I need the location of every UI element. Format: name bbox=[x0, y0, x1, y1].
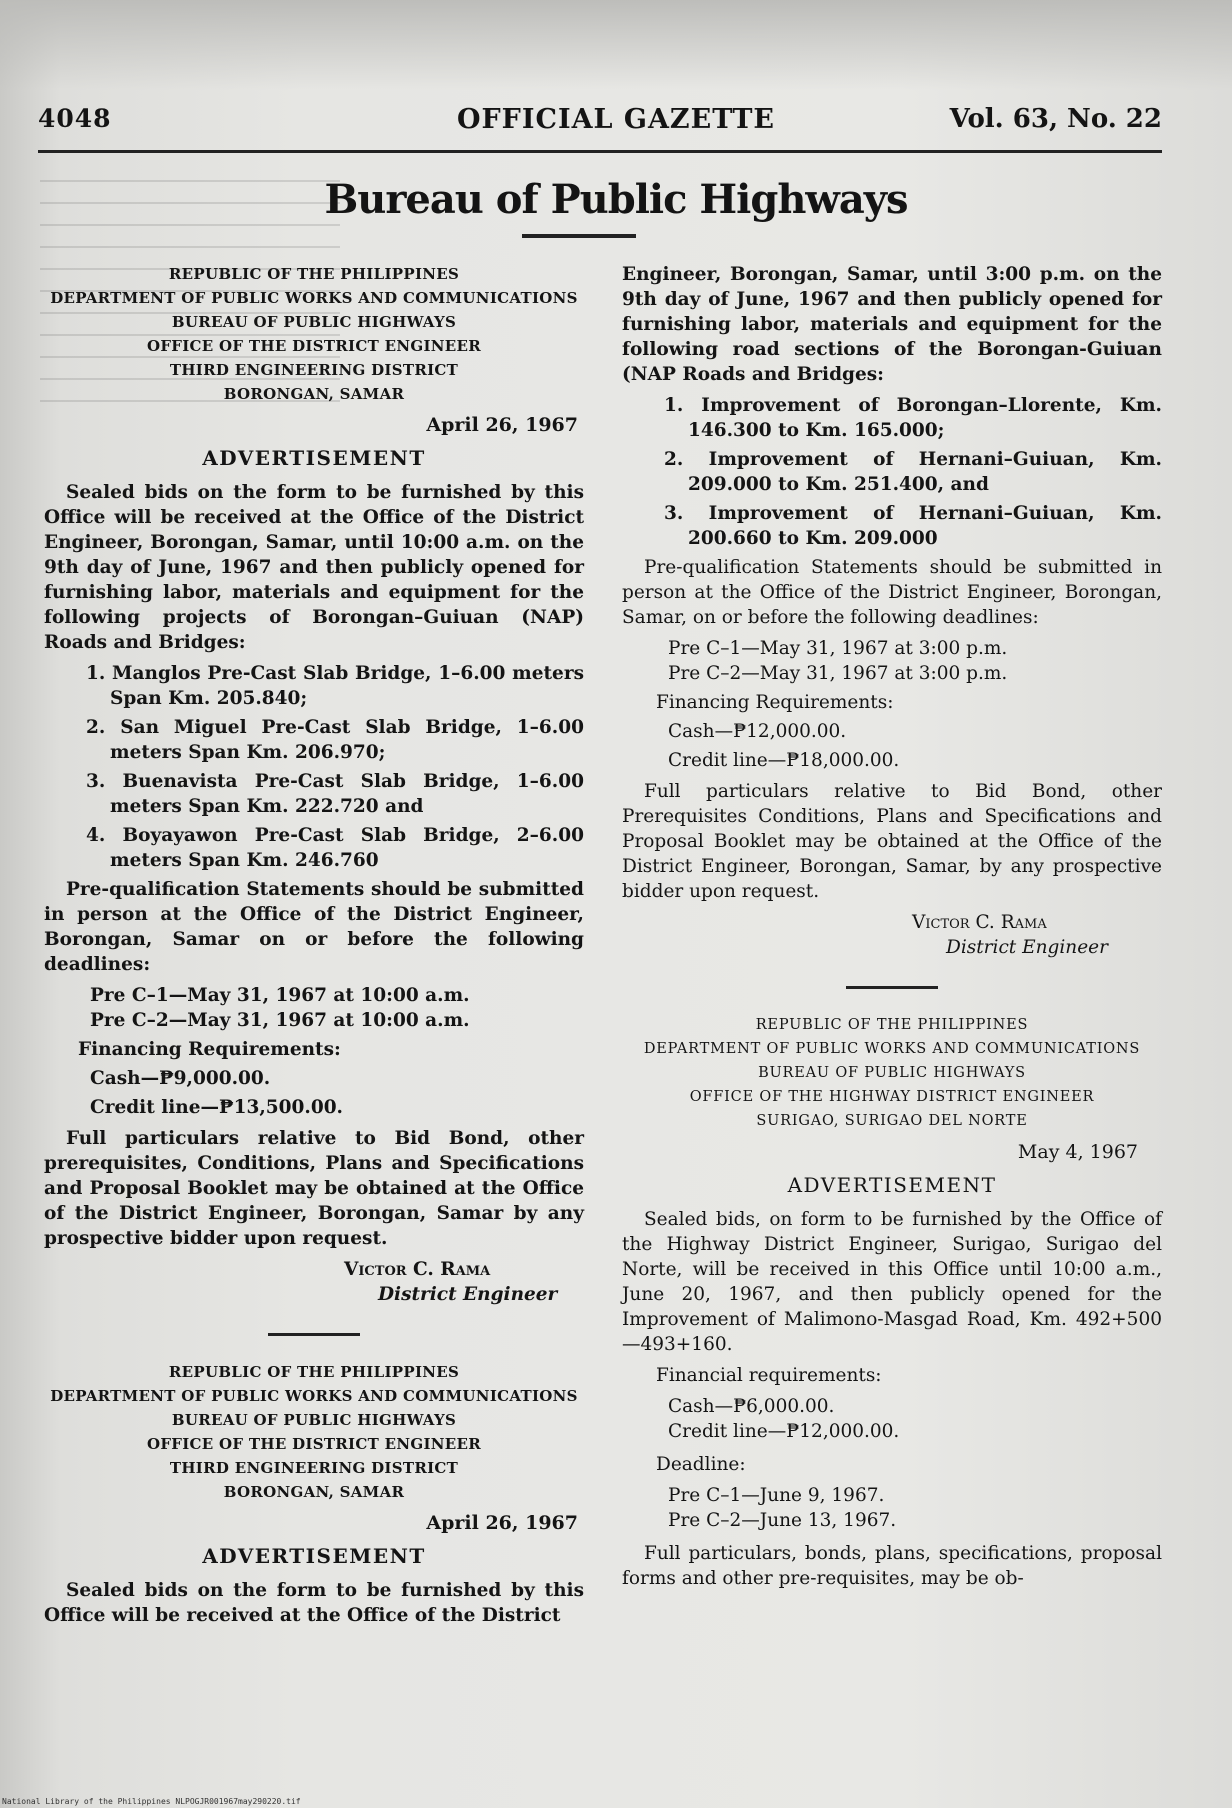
list-item: 1. Improvement of Borongan–Llorente, Km. 146.300 to Km. 165.000; bbox=[664, 395, 1162, 441]
section-title: Bureau of Public Highways bbox=[324, 176, 908, 223]
ad3-intro: Sealed bids, on form to be furnished by the Office of the Highway District Engineer, Surigao, Surigao del Norte, will be received in this Office until 10:00 a.m., June 20, 1967, and then publicly opened for the Improvement of Malimono-Masgad Road, Km. 492+500—493+160. bbox=[622, 1209, 1162, 1355]
ad3-title: ADVERTISEMENT bbox=[787, 1173, 997, 1197]
agency-line: THIRD ENGINEERING DISTRICT bbox=[169, 1459, 459, 1477]
ad2-deadline: Pre C–1—May 31, 1967 at 3:00 p.m. bbox=[668, 638, 1008, 659]
agency-line: DEPARTMENT OF PUBLIC WORKS AND COMMUNICATIONS bbox=[643, 1041, 1141, 1057]
list-item: 2. San Miguel Pre-Cast Slab Bridge, 1–6.00 meters Span Km. 206.970; bbox=[86, 717, 584, 763]
ad1-agency-header bbox=[44, 262, 584, 406]
agency-line: BORONGAN, SAMAR bbox=[223, 385, 405, 403]
ad1-financing-item: Credit line—₱13,500.00. bbox=[90, 1097, 344, 1118]
ad2-agency-header bbox=[44, 1360, 584, 1504]
agency-line: REPUBLIC OF THE PHILIPPINES bbox=[755, 1017, 1029, 1033]
agency-line: BUREAU OF PUBLIC HIGHWAYS bbox=[758, 1065, 1026, 1081]
list-item: 3. Improvement of Hernani–Guiuan, Km. 200.660 to Km. 209.000 bbox=[664, 503, 1162, 549]
signer-name: Victor C. Rama bbox=[912, 912, 1047, 933]
agency-line: DEPARTMENT OF PUBLIC WORKS AND COMMUNICATIONS bbox=[50, 289, 578, 307]
list-item: 2. Improvement of Hernani–Guiuan, Km. 209.000 to Km. 251.400, and bbox=[664, 449, 1162, 495]
ad2-road-list bbox=[622, 393, 1162, 551]
ad3-financing-item: Credit line—₱12,000.00. bbox=[668, 1421, 900, 1442]
ad2-title: ADVERTISEMENT bbox=[202, 1544, 426, 1568]
ad1-date: April 26, 1967 bbox=[426, 414, 578, 436]
agency-line: BUREAU OF PUBLIC HIGHWAYS bbox=[171, 1411, 457, 1429]
ad3-date: May 4, 1967 bbox=[1017, 1141, 1138, 1163]
ad2-financing-item: Credit line—₱18,000.00. bbox=[668, 750, 900, 771]
ad1-deadline: Pre C–2—May 31, 1967 at 10:00 a.m. bbox=[90, 1010, 470, 1031]
agency-line: OFFICE OF THE HIGHWAY DISTRICT ENGINEER bbox=[689, 1089, 1095, 1105]
agency-line: OFFICE OF THE DISTRICT ENGINEER bbox=[146, 337, 482, 355]
agency-line: THIRD ENGINEERING DISTRICT bbox=[169, 361, 459, 379]
ad3-deadline: Pre C–2—June 13, 1967. bbox=[668, 1510, 897, 1531]
ad2-signature bbox=[622, 910, 1162, 960]
volume-number: Vol. 63, No. 22 bbox=[949, 104, 1162, 134]
ad2-date: April 26, 1967 bbox=[426, 1512, 578, 1534]
ad3-agency-header bbox=[622, 1013, 1162, 1133]
ad1-project-list bbox=[44, 661, 584, 873]
signer-title: District Engineer bbox=[946, 937, 1108, 958]
ad2-intro-start: Sealed bids on the form to be furnished by this Office will be received at the Office of the District bbox=[44, 1580, 584, 1626]
agency-line: SURIGAO, SURIGAO DEL NORTE bbox=[756, 1113, 1028, 1129]
scan-shadow bbox=[0, 0, 1232, 90]
right-column bbox=[622, 262, 1162, 1597]
ad2-intro-continued: Engineer, Borongan, Samar, until 3:00 p.m. on the 9th day of June, 1967 and then publicly opened for furnishing labor, materials and equipment for the following road sections of the Borongan-Guiuan (NAP Roads and Bridges: bbox=[622, 264, 1162, 385]
ad2-financing-label: Financing Requirements: bbox=[656, 692, 894, 713]
ad1-signature bbox=[44, 1257, 584, 1307]
ad3-deadline-label: Deadline: bbox=[656, 1454, 746, 1475]
publication-title: OFFICIAL GAZETTE bbox=[456, 104, 776, 135]
ad1-intro: Sealed bids on the form to be furnished by this Office will be received at the Office of the District Engineer, Borongan, Samar, until 10:00 a.m. on the 9th day of June, 1967 and then publicly opened for furnishing labor, materials and equipment for the following projects of Borongan–Guiuan (NAP) Roads and Bridges: bbox=[44, 482, 584, 653]
scan-footer: National Library of the Philippines NLPOGJR001967may290220.tif bbox=[2, 1797, 301, 1806]
signer-name: Victor C. Rama bbox=[344, 1259, 491, 1280]
agency-line: BUREAU OF PUBLIC HIGHWAYS bbox=[171, 313, 457, 331]
list-item: 3. Buenavista Pre-Cast Slab Bridge, 1–6.00 meters Span Km. 222.720 and bbox=[86, 771, 584, 817]
signer-title: District Engineer bbox=[378, 1284, 558, 1305]
list-item: 4. Boyayawon Pre-Cast Slab Bridge, 2–6.00 meters Span Km. 246.760 bbox=[86, 825, 584, 871]
list-item: 1. Manglos Pre-Cast Slab Bridge, 1–6.00 meters Span Km. 205.840; bbox=[86, 663, 584, 709]
ad3-financing-label: Financial requirements: bbox=[656, 1365, 882, 1386]
ad1-prequalification: Pre-qualification Statements should be submitted in person at the Office of the District Engineer, Borongan, Samar on or before the following deadlines: bbox=[44, 879, 584, 975]
ad2-financing-item: Cash—₱12,000.00. bbox=[668, 721, 847, 742]
ad2-prequalification: Pre-qualification Statements should be submitted in person at the Office of the District Engineer, Borongan, Samar, on or before the following deadlines: bbox=[622, 557, 1162, 628]
ad3-particulars: Full particulars, bonds, plans, specifications, proposal forms and other pre-requisites, may be ob- bbox=[622, 1543, 1162, 1589]
ad1-title: ADVERTISEMENT bbox=[202, 446, 426, 470]
separator-rule bbox=[268, 1333, 360, 1336]
separator-rule bbox=[846, 986, 938, 989]
agency-line: DEPARTMENT OF PUBLIC WORKS AND COMMUNICATIONS bbox=[50, 1387, 578, 1405]
ad1-financing-item: Cash—₱9,000.00. bbox=[90, 1068, 271, 1089]
ad1-financing-label: Financing Requirements: bbox=[78, 1039, 341, 1060]
header-rule bbox=[38, 150, 1162, 153]
ad3-financing-item: Cash—₱6,000.00. bbox=[668, 1396, 835, 1417]
ad2-particulars: Full particulars relative to Bid Bond, other Prerequisites Conditions, Plans and Specifications and Proposal Booklet may be obtained at the Office of the District Engineer, Borongan, Samar, by any prospective bidder upon request. bbox=[622, 781, 1162, 902]
agency-line: BORONGAN, SAMAR bbox=[223, 1483, 405, 1501]
ad3-deadline: Pre C–1—June 9, 1967. bbox=[668, 1485, 885, 1506]
ad1-particulars: Full particulars relative to Bid Bond, other prerequisites, Conditions, Plans and Specifications and Proposal Booklet may be obtained at the Office of the District Engineer, Borongan, Samar by any prospective bidder upon request. bbox=[44, 1128, 584, 1249]
section-title-rule bbox=[522, 234, 636, 238]
agency-line: OFFICE OF THE DISTRICT ENGINEER bbox=[146, 1435, 482, 1453]
ad1-deadline: Pre C–1—May 31, 1967 at 10:00 a.m. bbox=[90, 985, 470, 1006]
left-column bbox=[44, 262, 584, 1634]
agency-line: REPUBLIC OF THE PHILIPPINES bbox=[168, 265, 460, 283]
ad2-deadline: Pre C–2—May 31, 1967 at 3:00 p.m. bbox=[668, 663, 1008, 684]
page-number: 4048 bbox=[38, 104, 112, 133]
agency-line: REPUBLIC OF THE PHILIPPINES bbox=[168, 1363, 460, 1381]
